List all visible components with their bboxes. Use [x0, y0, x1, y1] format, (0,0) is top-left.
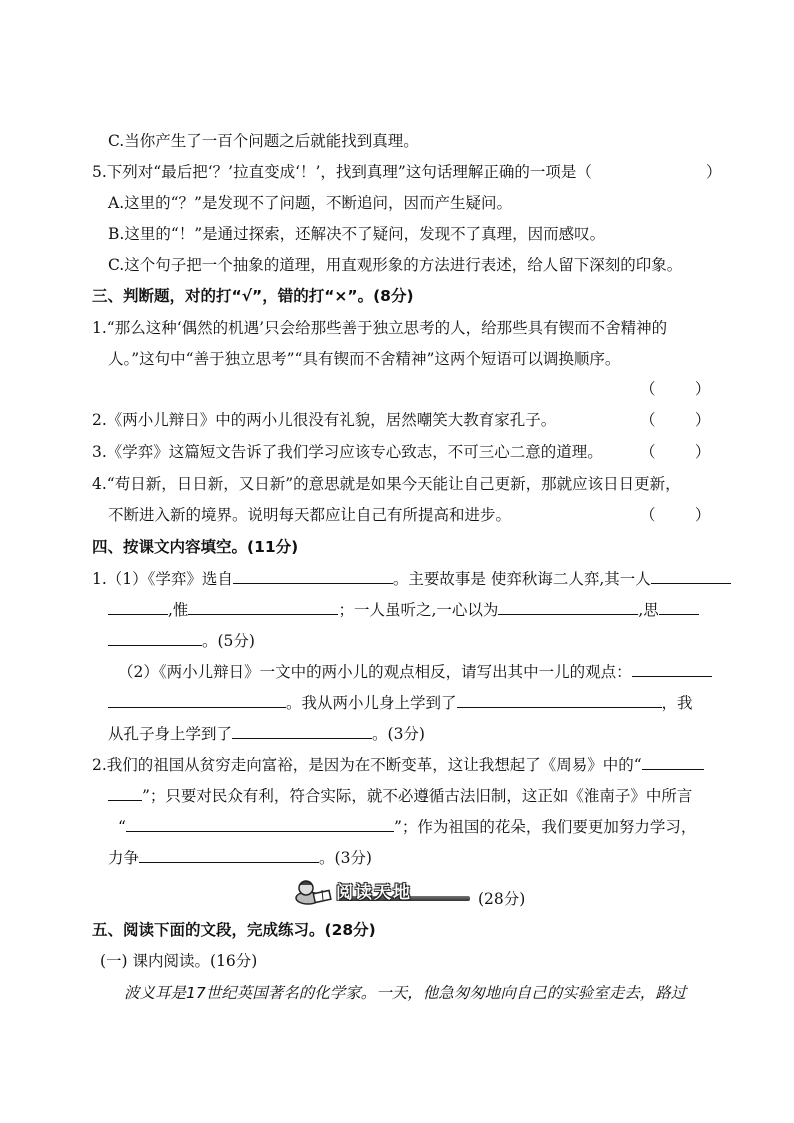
answer-blank[interactable]: [659, 598, 699, 615]
answer-blank[interactable]: [232, 722, 372, 739]
section4-q1-line1: [92, 567, 731, 590]
section5-title: 五、阅读下面的文段，完成练习。(28分): [92, 921, 376, 939]
q1-text-c: ,惟: [168, 601, 189, 619]
section4-title: 四、按课文内容填空。(11分): [92, 538, 299, 556]
section3-item4-answer[interactable]: （ ）: [640, 506, 711, 524]
reading-banner: [282, 878, 472, 908]
section3-item2-answer[interactable]: （ ）: [640, 411, 711, 429]
section3-item4-line2: 不断进入新的境界。说明每天都应让自己有所提高和进步。: [108, 506, 512, 524]
section3-item2: 2.《两小儿辩日》中的两小儿很没有礼貌，居然嘲笑大教育家孔子。: [92, 411, 557, 429]
q3-text-a: 2.我们的祖国从贫穷走向富裕，是因为在不断变革，这让我想起了《周易》中的“: [92, 756, 642, 774]
q2-text-e: 。(3分): [372, 725, 425, 743]
section4-q1-line3: [108, 629, 255, 652]
q5-option-b: B.这里的“！”是通过探索，还解决不了疑问，发现不了真理，因而感叹。: [108, 225, 606, 243]
section4-q1-line2: [108, 598, 699, 621]
q1-text-d: ；一人虽听之,一心以为: [338, 601, 499, 619]
answer-blank[interactable]: [457, 691, 662, 708]
q1-text-a: 1.（1）《学弈》选自: [92, 570, 233, 588]
q3-text-b: ”；只要对民众有利，符合实际，就不必遵循古法旧制，这正如《淮南子》中所言: [142, 787, 693, 805]
answer-blank[interactable]: [108, 784, 142, 801]
q4-option-c: C.当你产生了一百个问题之后就能找到真理。: [108, 132, 419, 150]
answer-blank[interactable]: [498, 598, 638, 615]
section4-q2-line3: [108, 722, 425, 745]
q3-text-c: “: [118, 818, 126, 836]
section3-title: 三、判断题，对的打“√”，错的打“×”。(8分): [92, 287, 414, 305]
q2-text-b: 。我从两小儿身上学到了: [286, 694, 457, 712]
q5-option-a: A.这里的“？”是发现不了问题，不断追问，因而产生疑问。: [108, 194, 512, 212]
q5-option-c: C.这个句子把一个抽象的道理，用直观形象的方法进行表述，给人留下深刻的印象。: [108, 256, 683, 274]
section4-q3-line4: [108, 846, 372, 869]
q1-text-e: ,思: [638, 601, 659, 619]
answer-blank[interactable]: [642, 753, 704, 770]
q3-text-e: 力争: [108, 849, 140, 867]
section3-item3: 3.《学弈》这篇短文告诉了我们学习应该专心致志，不可三心二意的道理。: [92, 443, 603, 461]
section3-item3-answer[interactable]: （ ）: [640, 443, 711, 461]
answer-blank[interactable]: [233, 567, 393, 584]
q2-text-c: ，我: [661, 694, 693, 712]
q2-text-a: （2）《两小儿辩日》一文中的两小儿的观点相反，请写出其中一儿的观点：: [118, 663, 632, 681]
section5-sub1: (一) 课内阅读。(16分): [100, 952, 258, 970]
section4-q3-line3: [118, 815, 696, 838]
q1-text-f: 。(5分): [202, 632, 255, 650]
answer-blank[interactable]: [108, 629, 202, 646]
q5-stem: 5.下列对“最后把‘？’拉直变成‘！’，找到真理”这句话理解正确的一项是（: [92, 163, 592, 181]
reading-child-icon: [292, 878, 334, 906]
section4-q3-line1: [92, 753, 704, 776]
banner-score: (28分): [478, 890, 526, 908]
q5-answer-paren-close[interactable]: ）: [706, 163, 722, 181]
section4-q3-line2: [108, 784, 692, 807]
answer-blank[interactable]: [632, 660, 712, 677]
banner-title: 阅读天地: [336, 883, 412, 903]
answer-blank[interactable]: [139, 846, 319, 863]
section3-item4-line1: 4.“苟日新，日日新，又日新”的意思就是如果今天能让自己更新，那就应该日日更新，: [92, 475, 681, 493]
q3-text-f: 。(3分): [319, 849, 372, 867]
answer-blank[interactable]: [188, 598, 338, 615]
section3-item1-answer[interactable]: （ ）: [640, 380, 711, 398]
section3-item1-line2: 人。”这句中“善于独立思考”“具有锲而不舍精神”这两个短语可以调换顺序。: [108, 350, 621, 368]
q3-text-d: ”；作为祖国的花朵，我们要更加努力学习，: [393, 818, 697, 836]
answer-blank[interactable]: [108, 691, 286, 708]
answer-blank[interactable]: [108, 598, 168, 615]
section4-q2-line2: [108, 691, 693, 714]
section4-q2-line1: [118, 660, 712, 683]
q1-text-b: 。主要故事是 使弈秋诲二人弈,其一人: [392, 570, 651, 588]
answer-blank[interactable]: [651, 567, 731, 584]
section3-item1-line1: 1.“那么这种‘偶然的机遇’只会给那些善于独立思考的人，给那些具有锲而不舍精神的: [92, 319, 668, 337]
reading-paragraph: 波义耳是17世纪英国著名的化学家。一天，他急匆匆地向自己的实验室走去，路过: [124, 984, 687, 1002]
answer-blank[interactable]: [126, 815, 394, 832]
q2-text-d: 从孔子身上学到了: [108, 725, 233, 743]
